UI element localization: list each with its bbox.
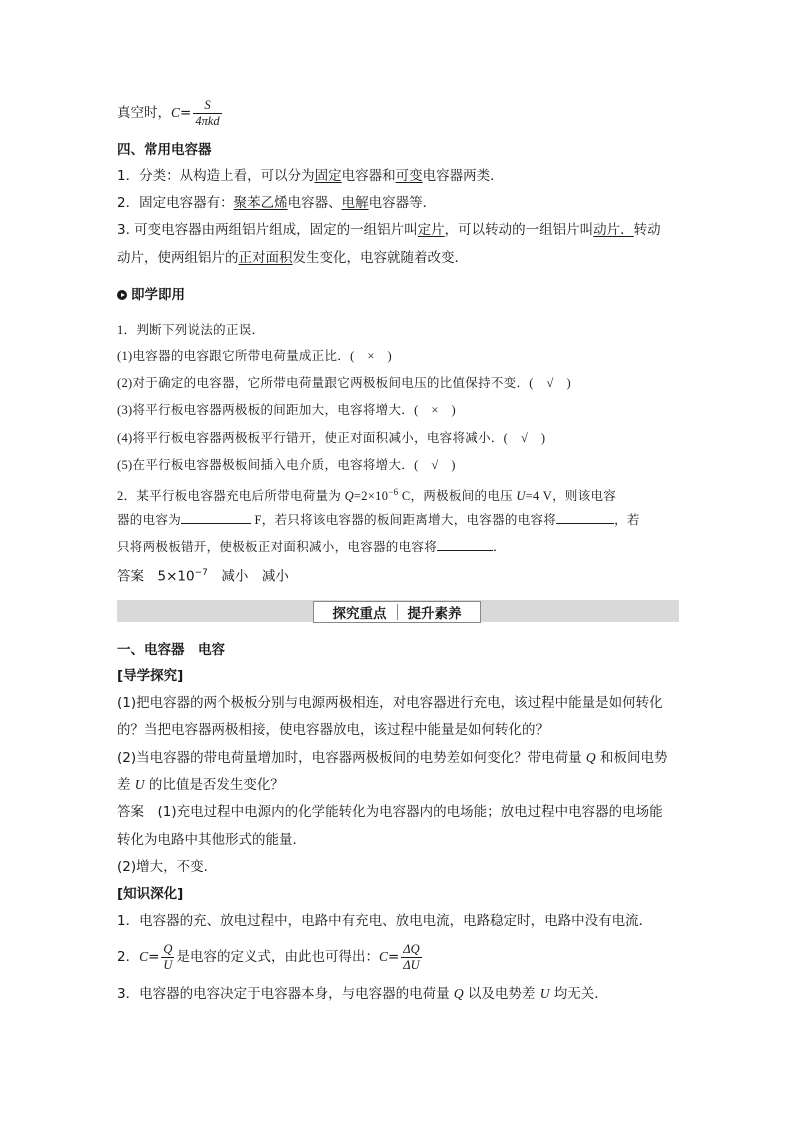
- text: 电容器和: [341, 168, 396, 184]
- sec4-line-4: [117, 249, 468, 267]
- vacuum-formula-line: [117, 96, 224, 130]
- banner-right-text: 提升素养: [407, 606, 462, 622]
- text: 2．某平行板电容器充电后所带电荷量为: [117, 489, 345, 504]
- exponent: −7: [194, 568, 208, 578]
- practice-q2-line-3: [117, 537, 506, 556]
- var-q: Q: [585, 750, 596, 765]
- answer-blank-2[interactable]: [556, 510, 614, 524]
- guide-answer-line-2: 转化为电路中其他形式的能量．: [117, 832, 306, 848]
- answer-blank-1[interactable]: [181, 510, 251, 524]
- var-c: C: [139, 949, 149, 964]
- underlined-text: 定片: [417, 222, 445, 238]
- text: 均无关．: [549, 986, 608, 1002]
- practice-answer: [117, 564, 289, 586]
- guide-answer-line-1: 答案 (1)充电过程中电源内的化学能转化为电容器内的电场能；放电过程中电容器的电场能: [117, 804, 663, 820]
- text: 3. 可变电容器由两组铝片组成，固定的一组铝片叫: [117, 222, 418, 238]
- practice-title: 即学即用: [131, 287, 185, 303]
- var-q: Q: [344, 489, 354, 504]
- exponent: −6: [388, 487, 399, 497]
- text: 2．: [117, 949, 140, 965]
- text: 差: [117, 777, 135, 793]
- text: 电容器两类．: [422, 168, 504, 184]
- text: C，两极板间的电压: [398, 489, 517, 504]
- underlined-text: 固定: [314, 168, 342, 184]
- frac-num: ΔQ: [403, 941, 420, 956]
- practice-q2-line-1: [117, 483, 616, 505]
- guide-q1-line-2: 的？当把电容器两极相接，使电容器放电，该过程中能量是如何转化的？: [117, 722, 549, 738]
- frac-num: Q: [163, 941, 173, 956]
- judge-item-4: (4)将平行板电容器两极板平行错开，使正对面积减小，电容将减小．( √ ): [117, 431, 546, 445]
- vacuum-prefix: 真空时，: [117, 105, 171, 121]
- text: 的比值是否发生变化？: [144, 777, 284, 793]
- sec4-line-1: [117, 167, 504, 185]
- text: 动片，使两组铝片的: [117, 250, 239, 266]
- equals: =: [387, 949, 400, 965]
- text: 只将两极板错开，使极板正对面积减小，电容器的电容将: [117, 540, 438, 554]
- frac-num: S: [204, 97, 211, 112]
- underlined-text: 电解: [341, 195, 369, 211]
- frac-den: U: [163, 957, 173, 972]
- underlined-text: 可变: [395, 168, 423, 184]
- text: 和板间电势: [595, 750, 668, 766]
- sec4-line-2: [117, 194, 436, 212]
- text: 发生变化，电容就随着改变．: [292, 250, 468, 266]
- sec4-line-3: [117, 221, 661, 239]
- fraction-s-over-4pikd: [193, 98, 221, 129]
- equals: =: [148, 949, 160, 965]
- practice-q1: 1．判断下列说法的正误．: [117, 323, 265, 337]
- text: 是电容的定义式，由此也可得出：: [176, 949, 379, 965]
- fraction-dq-over-du: [401, 942, 421, 973]
- text: ，若: [614, 513, 640, 527]
- text: 以及电势差: [463, 986, 540, 1002]
- text: 电容器等．: [368, 195, 437, 211]
- frac-den: 4πkd: [195, 113, 220, 128]
- guide-q2-line-1: [117, 749, 667, 767]
- text: ．: [493, 540, 506, 554]
- text: 3．电容器的电容决定于电容器本身，与电容器的电荷量: [117, 986, 454, 1002]
- deepen-heading: [知识深化]: [117, 886, 184, 902]
- guide-heading: [导学探究]: [117, 668, 184, 684]
- var-u: U: [516, 489, 526, 504]
- underlined-text: 正对面积: [238, 250, 293, 266]
- text: 转动: [633, 222, 661, 238]
- text: (2)当电容器的带电荷量增加时，电容器两极板间的电势差如何变化？带电荷量: [117, 750, 586, 766]
- var-u: U: [539, 986, 550, 1001]
- var-c: C: [171, 105, 181, 120]
- text: F，若只将该电容器的板间距离增大，电容器的电容将: [251, 513, 557, 527]
- guide-q1-line-1: (1)把电容器的两个极板分别与电源两极相连，对电容器进行充电，该过程中能量是如何转化: [117, 695, 663, 711]
- knowledge-item-3: [117, 985, 608, 1003]
- banner-divider: [397, 604, 398, 620]
- play-bullet-icon: [117, 290, 127, 300]
- underlined-text: 动片．: [593, 222, 634, 238]
- text: ，可以转动的一组铝片叫: [444, 222, 594, 238]
- text: 2．固定电容器有：: [117, 195, 234, 211]
- text: 电容器、: [287, 195, 342, 211]
- text: =4 V，则该电容: [525, 489, 617, 504]
- frac-den: ΔU: [403, 957, 420, 972]
- var-q: Q: [453, 986, 464, 1001]
- section-title-common-capacitors: 四、常用电容器: [117, 142, 212, 158]
- guide-answer-line-3: (2)增大，不变．: [117, 859, 218, 875]
- answer-blank-3[interactable]: [437, 537, 493, 551]
- var-u: U: [134, 777, 145, 792]
- knowledge-item-1: 1．电容器的充、放电过程中，电路中有充电、放电电流，电路稳定时，电路中没有电流．: [117, 913, 653, 929]
- text: 1．分类：从构造上看，可以分为: [117, 168, 315, 184]
- knowledge-item-2: [117, 940, 424, 974]
- text: 器的电容为: [117, 513, 182, 527]
- underlined-text: 聚苯乙烯: [233, 195, 288, 211]
- guide-q2-line-2: [117, 776, 284, 794]
- section-banner-label: [313, 601, 481, 623]
- judge-item-5: (5)在平行板电容器极板间插入电介质，电容将增大．( √ ): [117, 458, 456, 472]
- text: 减小 减小: [207, 568, 289, 585]
- equals: =: [180, 105, 192, 121]
- judge-item-2: (2)对于确定的电容器，它所带电荷量跟它两极板间电压的比值保持不变．( √ ): [117, 376, 571, 390]
- banner-left-text: 探究重点: [332, 606, 387, 622]
- fraction-q-over-u: [161, 942, 174, 973]
- practice-heading: [117, 286, 185, 304]
- var-c: C: [378, 949, 388, 964]
- text: 答案 5×10: [117, 568, 195, 585]
- practice-q2-line-2: [117, 510, 640, 529]
- judge-item-3: (3)将平行板电容器两极板的间距加大，电容将增大．( × ): [117, 403, 456, 417]
- text: =2×10: [353, 489, 389, 504]
- judge-item-1: (1)电容器的电容跟它所带电荷量成正比．( × ): [117, 349, 392, 363]
- part1-title: 一、电容器 电容: [117, 642, 225, 658]
